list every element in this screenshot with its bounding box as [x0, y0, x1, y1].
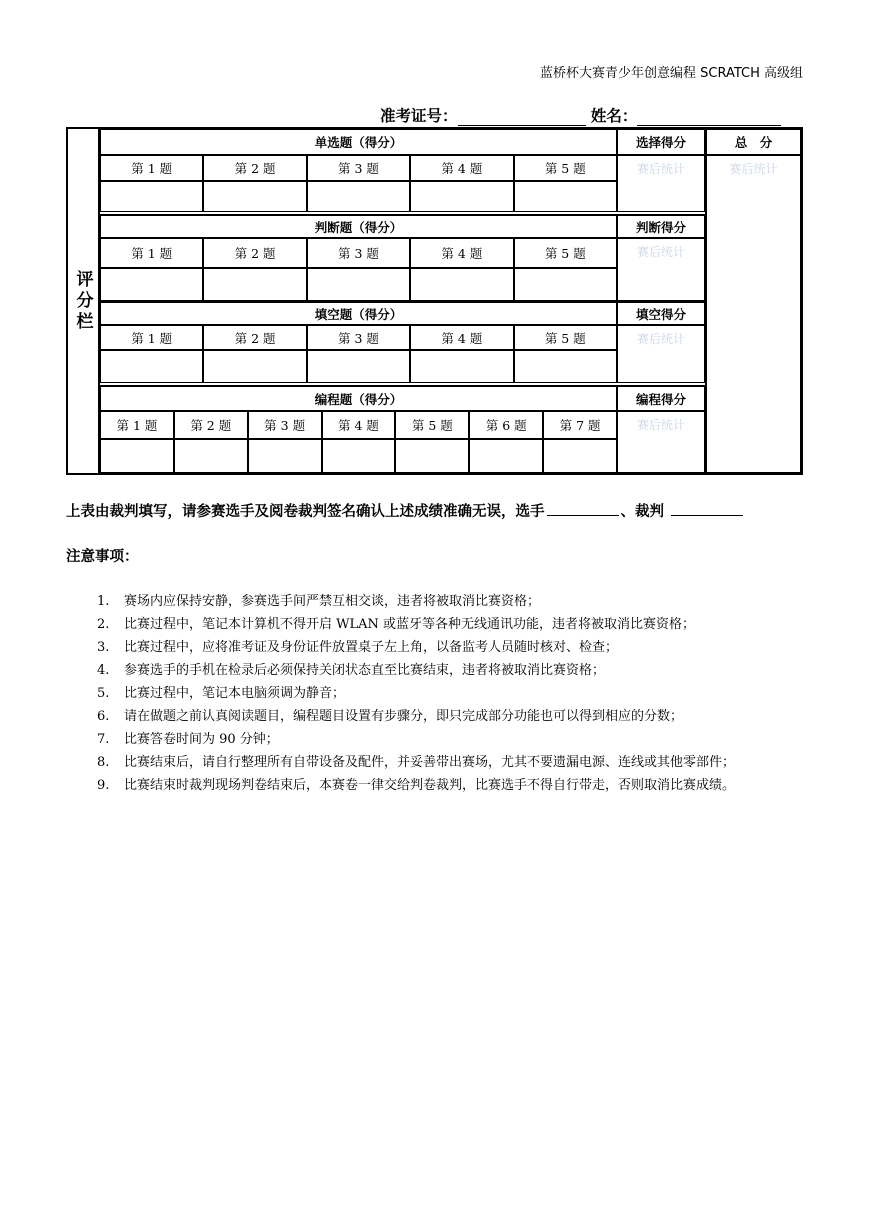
question-score-cell[interactable] — [514, 350, 617, 383]
section-score-value[interactable]: 赛后统计 — [617, 325, 705, 383]
score-table — [66, 127, 803, 475]
note-number: 2. — [97, 617, 110, 632]
question-label: 第 4 题 — [410, 325, 513, 350]
question-score-cell[interactable] — [100, 181, 203, 212]
question-score-cell[interactable] — [307, 350, 410, 383]
note-text: 参赛选手的手机在检录后必须保持关闭状态直至比赛结束，违者将被取消比赛资格； — [124, 663, 606, 678]
question-score-cell[interactable] — [100, 268, 203, 301]
name-blank[interactable] — [637, 111, 781, 126]
question-score-cell[interactable] — [307, 268, 410, 301]
note-item — [97, 774, 787, 797]
document-header-title: 蓝桥杯大赛青少年创意编程 SCRATCH 高级组 — [539, 66, 803, 81]
note-item — [97, 728, 787, 751]
question-score-cell[interactable] — [203, 268, 306, 301]
question-label: 第 6 题 — [469, 411, 543, 439]
question-label: 第 2 题 — [203, 238, 306, 268]
score-side-label-cell — [68, 129, 100, 473]
note-item — [97, 636, 787, 659]
section-title: 填空题（得分） — [100, 301, 617, 325]
question-label: 第 3 题 — [307, 238, 410, 268]
player-signature-blank[interactable] — [547, 503, 619, 516]
question-score-cell[interactable] — [174, 439, 248, 473]
section-title: 单选题（得分） — [100, 129, 617, 155]
total-label: 总 分 — [705, 129, 801, 155]
signature-confirmation — [66, 500, 745, 521]
question-score-cell[interactable] — [203, 350, 306, 383]
notes-title: 注意事项： — [66, 549, 139, 565]
note-text: 比赛结束后，请自行整理所有自带设备及配件，并妥善带出赛场，尤其不要遗漏电源、连线或其他零部件； — [124, 755, 736, 770]
note-text: 比赛答卷时间为 90 分钟； — [124, 732, 279, 747]
note-item — [97, 590, 787, 613]
notes-list — [97, 590, 787, 797]
question-label: 第 2 题 — [203, 155, 306, 181]
question-label: 第 1 题 — [100, 411, 174, 439]
question-label: 第 3 题 — [307, 155, 410, 181]
section-title: 编程题（得分） — [100, 385, 617, 411]
question-score-cell[interactable] — [410, 181, 513, 212]
question-score-cell[interactable] — [514, 268, 617, 301]
question-score-cell[interactable] — [100, 439, 174, 473]
question-score-cell[interactable] — [410, 268, 513, 301]
question-score-cell[interactable] — [395, 439, 469, 473]
question-label: 第 3 题 — [307, 325, 410, 350]
question-label: 第 1 题 — [100, 155, 203, 181]
section-score-label: 选择得分 — [617, 129, 705, 155]
section-score-value[interactable]: 赛后统计 — [617, 238, 705, 301]
question-label: 第 5 题 — [395, 411, 469, 439]
note-number: 8. — [97, 755, 110, 770]
section-title: 判断题（得分） — [100, 214, 617, 238]
question-label: 第 4 题 — [410, 155, 513, 181]
note-item — [97, 682, 787, 705]
note-number: 4. — [97, 663, 110, 678]
question-label: 第 3 题 — [248, 411, 322, 439]
question-label: 第 5 题 — [514, 325, 617, 350]
note-number: 5. — [97, 686, 110, 701]
question-score-cell[interactable] — [469, 439, 543, 473]
note-number: 3. — [97, 640, 110, 655]
note-text: 比赛过程中，笔记本电脑须调为静音； — [124, 686, 346, 701]
question-label: 第 1 题 — [100, 325, 203, 350]
question-label: 第 2 题 — [203, 325, 306, 350]
note-number: 6. — [97, 709, 110, 724]
question-label: 第 4 题 — [322, 411, 396, 439]
id-line — [380, 104, 804, 126]
note-text: 赛场内应保持安静，参赛选手间严禁互相交谈，违者将被取消比赛资格； — [124, 594, 541, 609]
exam-id-label: 准考证号： — [380, 107, 458, 125]
question-score-cell[interactable] — [307, 181, 410, 212]
question-score-cell[interactable] — [203, 181, 306, 212]
section-score-label: 填空得分 — [617, 301, 705, 325]
note-item — [97, 613, 787, 636]
confirm-sep: 、裁判 — [620, 504, 664, 520]
note-item — [97, 751, 787, 774]
referee-signature-blank[interactable] — [671, 503, 743, 516]
confirm-text: 上表由裁判填写，请参赛选手及阅卷裁判签名确认上述成绩准确无误，选手 — [66, 504, 545, 520]
note-item — [97, 705, 787, 728]
note-text: 比赛过程中，笔记本计算机不得开启 WLAN 或蓝牙等各种无线通讯功能，违者将被取消比赛资格； — [124, 617, 696, 632]
question-label: 第 7 题 — [543, 411, 617, 439]
question-score-cell[interactable] — [514, 181, 617, 212]
question-label: 第 4 题 — [410, 238, 513, 268]
score-side-label: 评分栏 — [72, 269, 93, 333]
question-score-cell[interactable] — [248, 439, 322, 473]
question-label: 第 2 题 — [174, 411, 248, 439]
section-score-label: 判断得分 — [617, 214, 705, 238]
section-score-value[interactable]: 赛后统计 — [617, 155, 705, 212]
question-score-cell[interactable] — [100, 350, 203, 383]
name-label: 姓名： — [590, 107, 638, 125]
question-label: 第 5 题 — [514, 238, 617, 268]
exam-id-blank[interactable] — [458, 111, 586, 126]
note-text: 比赛过程中，应将准考证及身份证件放置桌子左上角，以备监考人员随时核对、检查； — [124, 640, 619, 655]
note-text: 请在做题之前认真阅读题目，编程题目设置有步骤分，即只完成部分功能也可以得到相应的分数； — [124, 709, 684, 724]
section-score-value[interactable]: 赛后统计 — [617, 411, 705, 473]
question-score-cell[interactable] — [543, 439, 617, 473]
note-number: 1. — [97, 594, 110, 609]
question-score-cell[interactable] — [410, 350, 513, 383]
question-score-cell[interactable] — [322, 439, 396, 473]
note-number: 9. — [97, 778, 110, 793]
note-item — [97, 659, 787, 682]
note-text: 比赛结束时裁判现场判卷结束后，本赛卷一律交给判卷裁判，比赛选手不得自行带走，否则取消比赛成绩。 — [124, 778, 736, 793]
total-score-value[interactable]: 赛后统计 — [705, 155, 801, 473]
question-label: 第 5 题 — [514, 155, 617, 181]
section-score-label: 编程得分 — [617, 385, 705, 411]
question-label: 第 1 题 — [100, 238, 203, 268]
note-number: 7. — [97, 732, 110, 747]
